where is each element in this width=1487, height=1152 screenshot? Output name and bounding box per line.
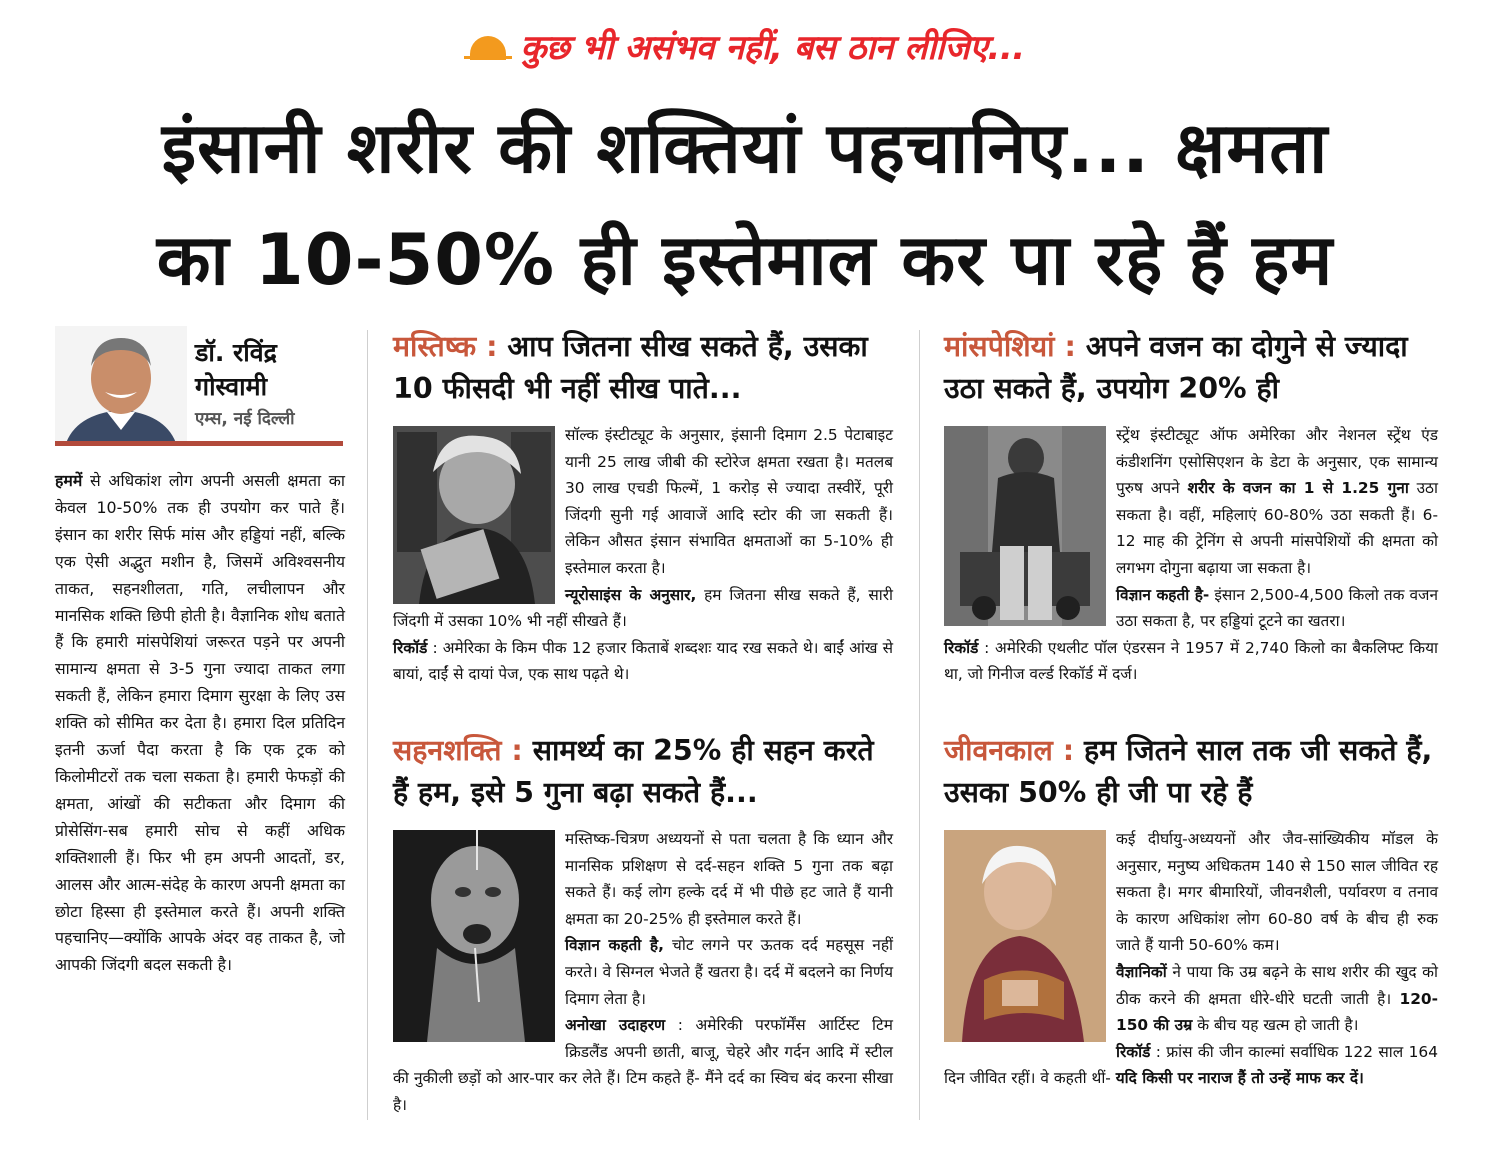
section-separator: :: [476, 330, 508, 363]
intro-text: [55, 468, 345, 979]
section-muscles: [944, 326, 1438, 688]
author-divider: [55, 441, 343, 446]
example-label: अनोखा उदाहरण: [565, 1016, 666, 1035]
intro-lead: हममें: [55, 471, 83, 490]
section-brain-title: [393, 326, 893, 410]
emphasis: वैज्ञानिकों: [1116, 962, 1167, 981]
column-divider-2: [919, 330, 920, 1120]
paragraph-text: हम जितना सीख सकते हैं, सारी जिंदगी में उसका 10% भी नहीं सीखते हैं।: [393, 585, 893, 631]
section-headline: अपने वजन का दोगुने से ज्यादा उठा सकते हैं, उपयोग 20% ही: [944, 330, 1408, 405]
paragraph-text: : फ्रांस की जीन काल्मां सर्वाधिक 122 साल 164 दिन जीवित रहीं। वे कहती थीं-: [944, 1042, 1438, 1088]
paragraph-text: उठा सकता है। वहीं, महिलाएं 60-80% उठा सकती हैं। 6-12 माह की ट्रेनिंग से अपनी मांसपेशियों की क्षमता को लगभग दोगुना बढ़ाया जा सकता है।: [1116, 479, 1438, 577]
paragraph-text: इंसान 2,500-4,500 किलो तक वजन उठा सकता है, पर हड्डियां टूटने का खतरा।: [1116, 585, 1439, 631]
section-label: जीवनकाल: [944, 734, 1053, 767]
section-brain-body: [393, 422, 893, 688]
section-separator: :: [501, 734, 533, 767]
section-lifespan-body: [944, 826, 1438, 1092]
section-muscles-p3: [944, 635, 1438, 688]
reader-photo: [393, 426, 555, 604]
paragraph-text: : अमेरिकी परफॉर्मेंस आर्टिस्ट टिम क्रिडलैंड अपनी छाती, बाजू, चेहरे और गर्दन आदि में स्टील की नुकीली छड़ों को आर-पार कर लेते हैं। टिम कहते हैं- मैंने दर्द का स्विच बंद करना सीखा है।: [393, 1016, 893, 1114]
author-name-line-2: गोस्वामी: [195, 372, 268, 401]
intro-body: से अधिकांश लोग अपनी असली क्षमता का केवल 10-50% तक ही उपयोग कर पाते हैं। इंसान का शरीर सिर्फ मांस और हड्डियां नहीं, बल्कि एक ऐसी अद्भुत मशीन है, जिसमें अविश्वसनीय ताकत, सहनशीलता, गति, लचीलापन और मानसिक शक्ति छिपी होती है। वैज्ञानिक शोध बताते हैं कि हमारी मांसपेशियां जरूरत पड़ने पर अपनी सामान्य क्षमता से 3-5 गुना ज्यादा ताकत लगा सकती हैं, लेकिन हमारा दिमाग सुरक्षा के लिए उस शक्ति को सीमित कर देता है। हमारा दिल प्रतिदिन इतनी ऊर्जा पैदा करता है कि एक ट्रक को किलोमीटरों तक चला सकता है। हमारी फेफड़ों की क्षमता, आंखों की सटीकता और दिमाग की प्रोसेसिंग-सब हमारी सोच से कहीं अधिक शक्तिशाली हैं। फिर भी हम अपनी आदतों, डर, आलस और आत्म-संदेह के कारण अपनी क्षमता का छोटा हिस्सा ही इस्तेमाल करते हैं। अपनी शक्ति पहचानिए—क्योंकि आपके अंदर वह ताकत है, जो आपकी जिंदगी बदल सकती है।: [55, 471, 346, 975]
emphasis: न्यूरोसाइंस के अनुसार,: [565, 585, 697, 604]
section-endurance-p1: मस्तिष्क-चित्रण अध्ययनों से पता चलता है कि ध्यान और मानसिक प्रशिक्षण से दर्द-सहन शक्ति 5 गुना तक बढ़ा सकते हैं। कई लोग हल्के दर्द में भी पीछे हट जाते हैं यानी क्षमता का 20-25% ही इस्तेमाल करते हैं।: [565, 830, 893, 928]
record-label: रिकॉर्ड: [1116, 1042, 1151, 1061]
author-photo: [55, 326, 187, 446]
section-muscles-body: [944, 422, 1438, 688]
section-lifespan-p1: कई दीर्घायु-अध्ययनों और जैव-सांख्यिकीय मॉडल के अनुसार, मनुष्य अधिकतम 140 से 150 साल जीवित रह सकता है। मगर बीमारियों, जीवनशैली, पर्यावरण व तनाव के कारण अधिकांश लोग 60-80 वर्ष के बीच ही रुक जाते हैं यानी 50-60% कम।: [1116, 830, 1438, 955]
headline-line-2: का 10-50% ही इस्तेमाल कर पा रहे हैं हम: [156, 219, 1334, 301]
section-label: मांसपेशियां: [944, 330, 1055, 363]
headline-line-1: इंसानी शरीर की शक्तियां पहचानिए... क्षमता: [161, 107, 1329, 189]
section-label: मस्तिष्क: [393, 330, 477, 363]
paragraph-text: : अमेरिका के किम पीक 12 हजार किताबें शब्दशः याद रख सकते थे। बाईं आंख से बायां, दाईं से दायां पेज, एक साथ पढ़ते थे।: [393, 638, 893, 684]
section-brain-p1: सॉल्क इंस्टीट्यूट के अनुसार, इंसानी दिमाग 2.5 पेटाबाइट यानी 25 लाख जीबी की स्टोरेज क्षमता रखता है। मतलब 30 लाख एचडी फिल्में, 1 करोड़ से ज्यादा तस्वीरें, पूरी जिंदगी सुनी गई आवाजें आदि स्टोर की जा सकती हैं। लेकिन औसत इंसान संभावित क्षमताओं का 5-10% ही इस्तेमाल करता है।: [565, 426, 893, 577]
section-separator: :: [1054, 330, 1086, 363]
paragraph-text: स्ट्रेंथ इंस्टीट्यूट ऑफ अमेरिका और नेशनल स्ट्रेंथ एंड कंडीशनिंग एसोसिएशन के डेटा के अनुसार, एक सामान्य पुरुष अपने: [1116, 426, 1438, 498]
emphasis: शरीर के वजन का 1 से 1.25 गुना: [1187, 479, 1409, 498]
headline: [30, 92, 1460, 316]
section-endurance: [393, 730, 893, 1119]
elderly-woman-photo: [944, 830, 1106, 1042]
paragraph-text: चोट लगने पर ऊतक दर्द महसूस नहीं करते। वे सिग्नल भेजते हैं खतरा है। दर्द में बदलने का निर्णय दिमाग लेता है।: [565, 936, 893, 1008]
author-byline: [55, 322, 343, 452]
section-muscles-title: [944, 326, 1438, 410]
record-label: रिकॉर्ड: [944, 638, 979, 657]
record-label: रिकॉर्ड: [393, 638, 428, 657]
section-headline: हम जितने साल तक जी सकते हैं, उसका 50% ही जी पा रहे हैं: [944, 734, 1433, 809]
section-lifespan: [944, 730, 1438, 1092]
quote-emphasis: यदि किसी पर नाराज हैं तो उन्हें माफ कर दें।: [1115, 1069, 1364, 1088]
section-lifespan-title: [944, 730, 1438, 814]
tagline: कुछ भी असंभव नहीं, बस ठान लीजिए...: [520, 28, 1025, 68]
paragraph-text: : अमेरिकी एथलीट पॉल एंडरसन ने 1957 में 2,740 किलो का बैकलिफ्ट किया था, जो गिनीज वर्ल्ड रिकॉर्ड में दर्ज।: [944, 638, 1438, 684]
author-organisation: एम्स, नई दिल्ली: [195, 409, 295, 429]
section-label: सहनशक्ति: [393, 734, 502, 767]
emphasis: विज्ञान कहती है-: [1116, 585, 1210, 604]
section-headline: आप जितना सीख सकते हैं, उसका 10 फीसदी भी नहीं सीख पाते...: [393, 330, 868, 405]
author-name: [195, 336, 277, 404]
section-separator: :: [1052, 734, 1085, 767]
column-divider-1: [367, 330, 368, 1120]
section-lifespan-p3: [944, 1039, 1438, 1092]
author-name-line-1: डॉ. रविंद्र: [195, 338, 277, 367]
section-endurance-body: [393, 826, 893, 1119]
sun-logo-icon: [462, 26, 514, 66]
section-brain: [393, 326, 893, 688]
top-banner: [0, 22, 1487, 70]
emphasis: 120-150 की उम्र: [1116, 989, 1438, 1035]
section-brain-p3: [393, 635, 893, 688]
paragraph-text: ने पाया कि उम्र बढ़ने के साथ शरीर की खुद को ठीक करने की क्षमता धीरे-धीरे घटती जाती है।: [1116, 962, 1438, 1008]
section-endurance-title: [393, 730, 893, 814]
performer-photo: [393, 830, 555, 1042]
weightlifter-photo: [944, 426, 1106, 626]
paragraph-text: के बीच यह खत्म हो जाती है।: [1192, 1016, 1359, 1035]
section-headline: सामर्थ्य का 25% ही सहन करते हैं हम, इसे 5 गुना बढ़ा सकते हैं...: [393, 734, 874, 809]
emphasis: विज्ञान कहती है,: [565, 936, 664, 955]
